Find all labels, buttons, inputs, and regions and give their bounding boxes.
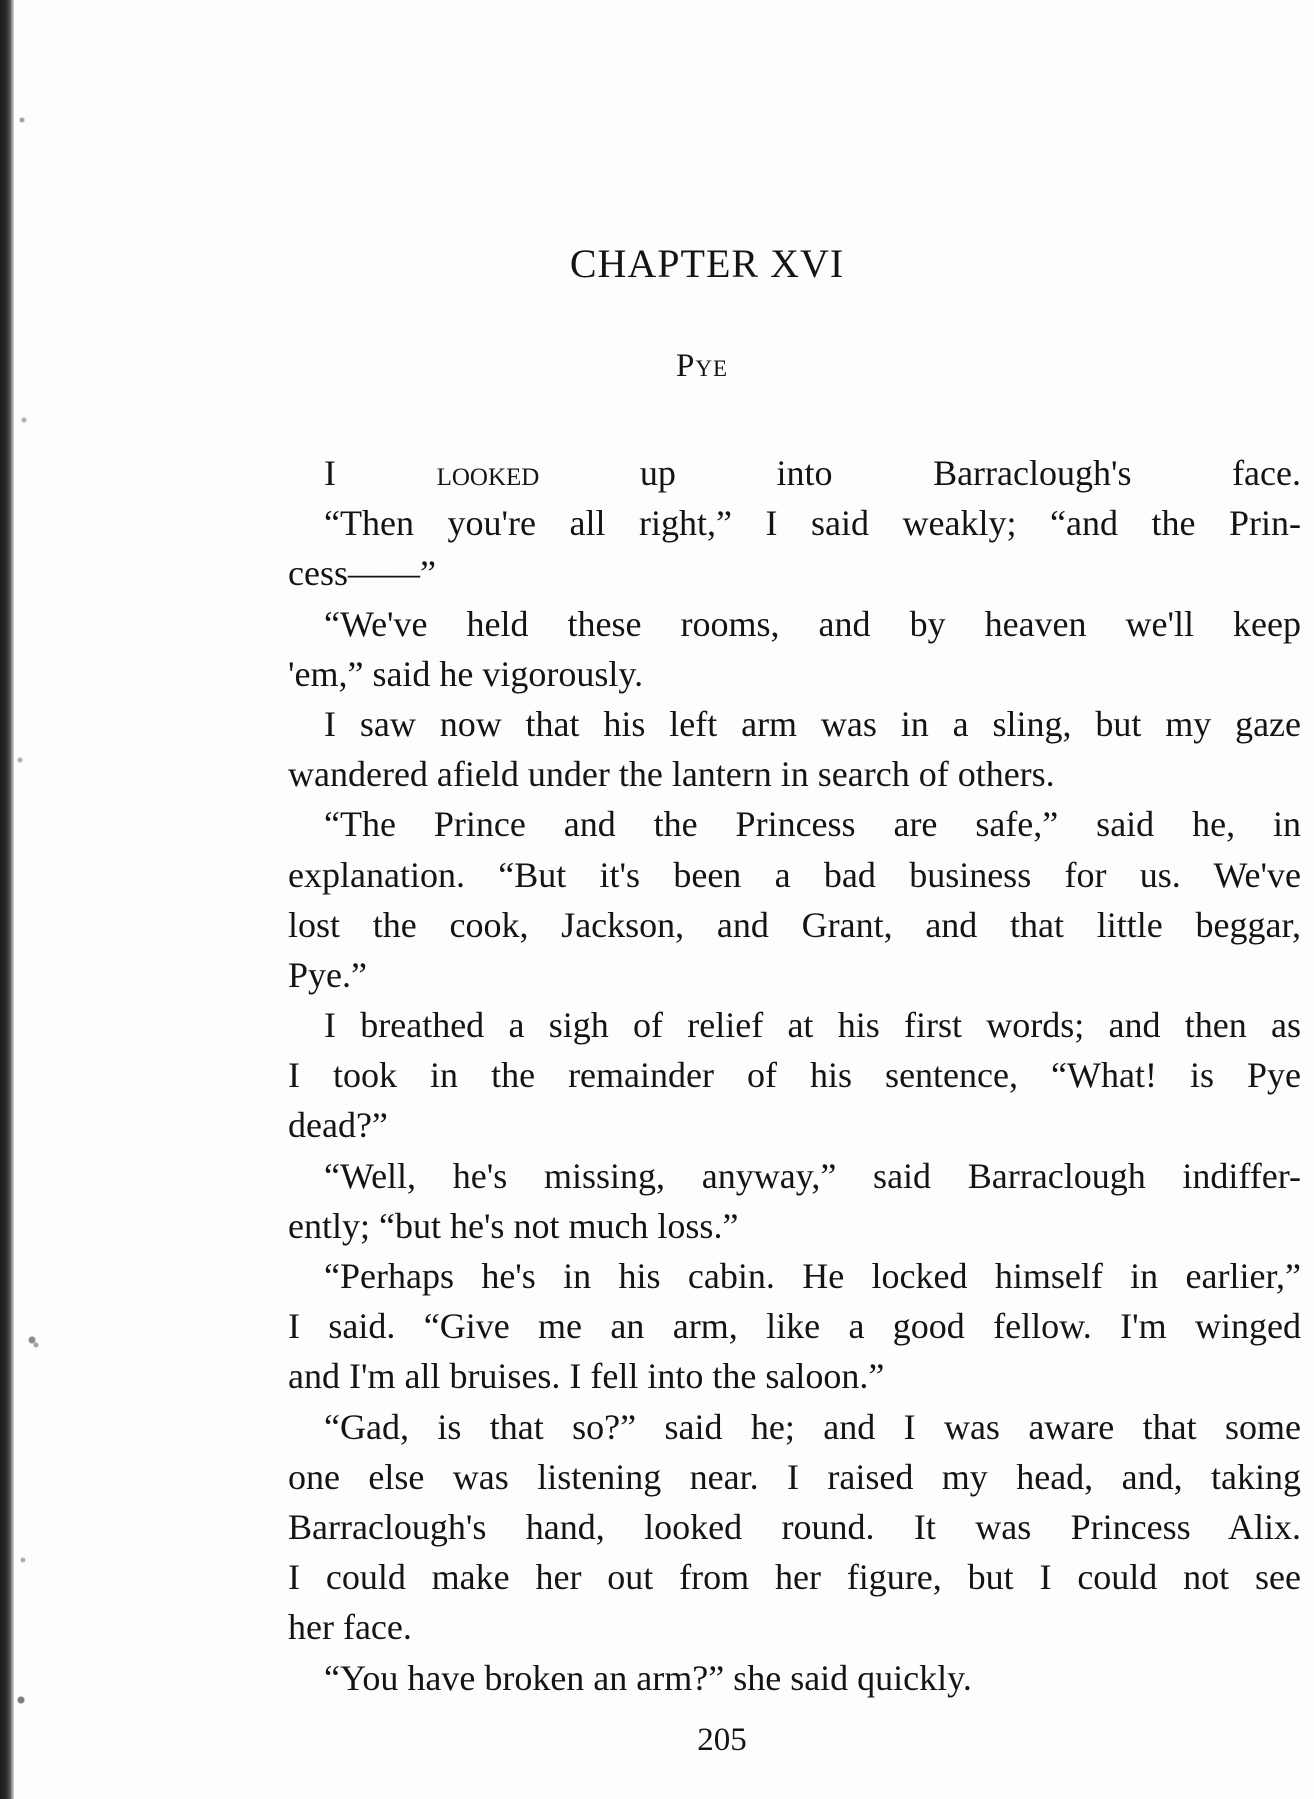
text-line: “You have broken an arm?” she said quickly. xyxy=(324,1657,972,1698)
text-line: her face. xyxy=(288,1607,412,1648)
text-line: “Gad, is that so?” said he; and I was aware that some xyxy=(324,1406,1301,1447)
chapter-subtitle: Pye xyxy=(675,348,728,384)
text-line xyxy=(288,448,1301,498)
text-line: I said. “Give me an arm, like a good fellow. I'm winged xyxy=(288,1306,1301,1347)
text-line: lost the cook, Jackson, and Grant, and that little beggar, xyxy=(288,904,1301,945)
text-line: and I'm all bruises. I fell into the saloon.” xyxy=(288,1356,885,1397)
chapter-heading: CHAPTER XVI xyxy=(569,241,845,286)
body-text xyxy=(288,448,1301,1703)
text-line: cess——” xyxy=(288,553,436,594)
text-line: one else was listening near. I raised my head, and, taking xyxy=(288,1456,1301,1497)
text-line: Pye.” xyxy=(288,954,367,995)
text-line: ently; “but he's not much loss.” xyxy=(288,1205,739,1246)
opening-rest: up into Barraclough's face. xyxy=(539,453,1301,493)
opening-words: I looked xyxy=(324,453,540,493)
page-number: 205 xyxy=(697,1722,747,1758)
text-line: 'em,” said he vigorously. xyxy=(288,653,644,694)
text-line: “The Prince and the Princess are safe,” said he, in xyxy=(324,804,1301,845)
text-line: I saw now that his left arm was in a sling, but my gaze xyxy=(324,703,1301,744)
text-line: I could make her out from her figure, but I could not see xyxy=(288,1557,1301,1598)
text-line: “Well, he's missing, anyway,” said Barraclough indiffer- xyxy=(324,1155,1301,1196)
text-line: Barraclough's hand, looked round. It was Princess Alix. xyxy=(288,1506,1301,1547)
text-line: wandered afield under the lantern in search of others. xyxy=(288,754,1055,795)
text-line: dead?” xyxy=(288,1105,388,1146)
text-line: I took in the remainder of his sentence, “What! is Pye xyxy=(288,1055,1301,1096)
text-line: I breathed a sigh of relief at his first words; and then as xyxy=(324,1005,1301,1046)
text-line: “We've held these rooms, and by heaven we'll keep xyxy=(324,603,1301,644)
text-line: “Perhaps he's in his cabin. He locked himself in earlier,” xyxy=(324,1256,1301,1296)
text-line: explanation. “But it's been a bad business for us. We've xyxy=(288,854,1301,895)
text-line: “Then you're all right,” I said weakly; “and the Prin- xyxy=(324,503,1301,544)
